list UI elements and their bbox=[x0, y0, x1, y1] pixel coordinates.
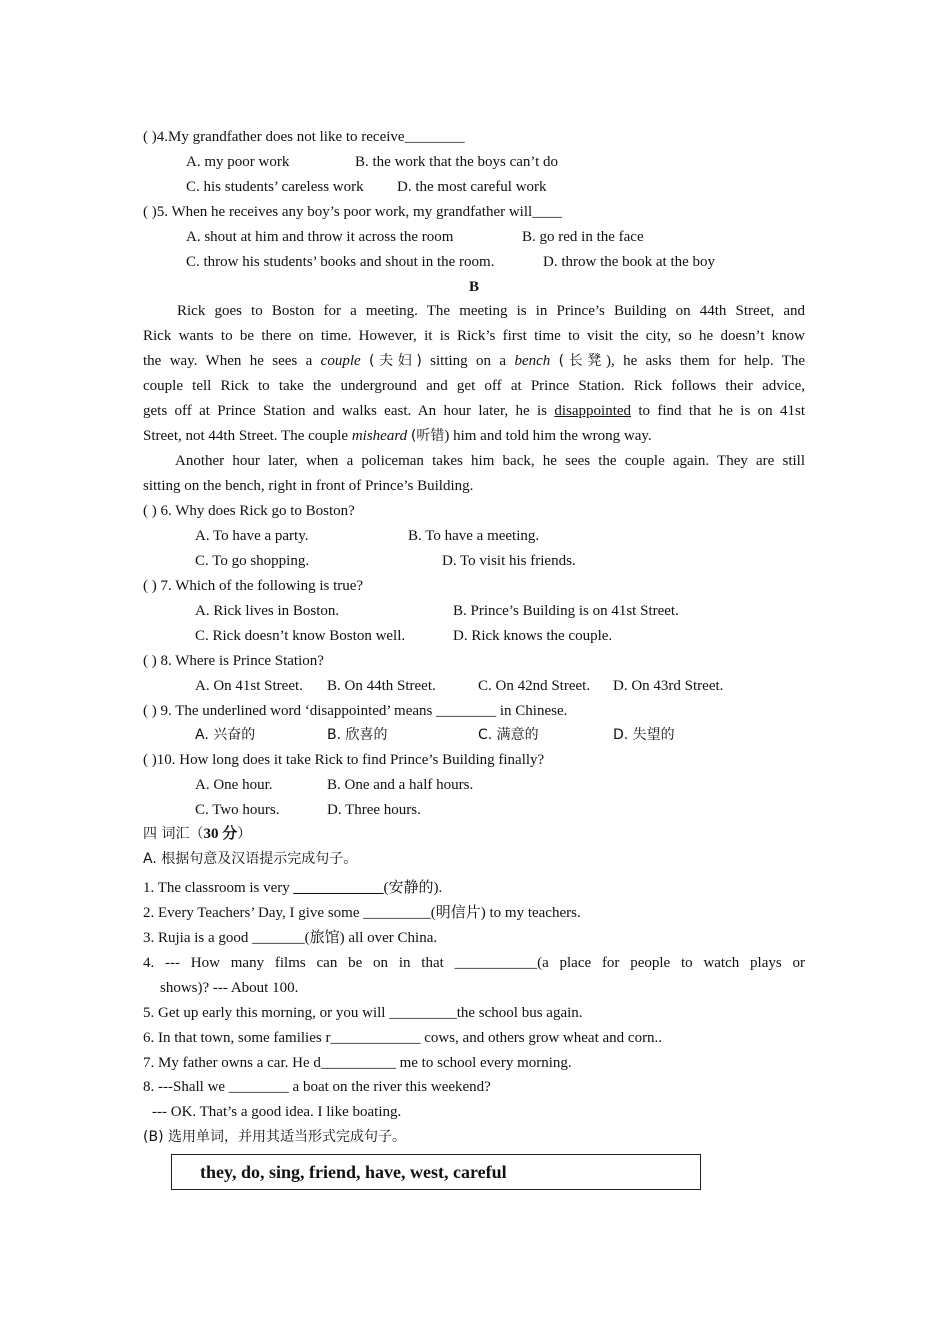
question-5-option-c: C. throw his students’ books and shout in the room. bbox=[186, 254, 495, 270]
question-7-option-a: A. Rick lives in Boston. bbox=[195, 603, 340, 619]
question-6-stem: ( ) 6. Why does Rick go to Boston? bbox=[143, 503, 355, 519]
question-6-option-c: C. To go shopping. bbox=[195, 553, 310, 569]
vocab-section-title bbox=[143, 824, 251, 844]
vocab-title-text: 四 词汇（ bbox=[143, 826, 204, 842]
question-4-option-d: D. the most careful work bbox=[397, 179, 547, 195]
vocab-title-score: 30 分 bbox=[203, 826, 238, 842]
word-misheard: misheard bbox=[351, 428, 408, 444]
question-5-stem: ( )5. When he receives any boy’s poor work, my grandfather will____ bbox=[143, 204, 563, 220]
passage-line-5-end: to find that he is on 41st bbox=[638, 403, 806, 419]
question-4-option-a: A. my poor work bbox=[186, 154, 290, 170]
vocab-sentence-8-line-2: --- OK. That’s a good idea. I like boating. bbox=[152, 1104, 402, 1120]
passage-line-8: sitting on the bench, right in front of Prince’s Building. bbox=[143, 478, 474, 494]
passage-line-5 bbox=[143, 401, 805, 421]
question-5-option-b: B. go red in the face bbox=[522, 229, 644, 245]
question-10-option-b: B. One and a half hours. bbox=[327, 777, 474, 793]
question-7-option-b: B. Prince’s Building is on 41st Street. bbox=[453, 603, 679, 619]
question-7-option-d: D. Rick knows the couple. bbox=[453, 628, 613, 644]
question-10-option-c: C. Two hours. bbox=[195, 802, 280, 818]
question-8-option-d: D. On 43rd Street. bbox=[613, 678, 724, 694]
question-8-option-c: C. On 42nd Street. bbox=[478, 678, 591, 694]
vocab-sentence-5: 5. Get up early this morning, or you will _________the school bus again. bbox=[143, 1005, 583, 1021]
passage-line-1: Rick goes to Boston for a meeting. The meeting is in Prince’s Building on 44th Street, and bbox=[177, 303, 805, 319]
question-6-option-a: A. To have a party. bbox=[195, 528, 309, 544]
passage-line-4: couple tell Rick to take the underground and get off at Prince Station. Rick follows their advice, bbox=[143, 378, 805, 394]
part-b-instruction: (B) 选用单词，并用其适当形式完成句子。 bbox=[143, 1129, 406, 1145]
vocab-sentence-4-line-2: shows)? --- About 100. bbox=[160, 980, 299, 996]
passage-line-3-end: ), he asks them for help. The bbox=[605, 353, 806, 369]
question-9-option-a: A. 兴奋的 bbox=[195, 727, 256, 743]
word-bank-box: they, do, sing, friend, have, west, careful bbox=[171, 1154, 701, 1190]
question-4-stem: ( )4.My grandfather does not like to receive________ bbox=[143, 129, 465, 145]
question-9-option-d: D. 失望的 bbox=[613, 727, 675, 743]
passage-line-3 bbox=[143, 351, 805, 371]
question-6-option-b: B. To have a meeting. bbox=[408, 528, 540, 544]
part-a-instruction: A. 根据句意及汉语提示完成句子。 bbox=[143, 851, 358, 867]
vocab-sentence-3: 3. Rujia is a good _______(旅馆) all over China. bbox=[143, 930, 438, 946]
passage-line-6-end: ) him and told him the wrong way. bbox=[444, 428, 652, 444]
question-10-option-a: A. One hour. bbox=[195, 777, 273, 793]
passage-line-7: Another hour later, when a policeman takes him back, he sees the couple again. They are still bbox=[175, 453, 805, 469]
passage-line-6-start: Street, not 44th Street. The couple bbox=[143, 428, 349, 444]
question-5-option-d: D. throw the book at the boy bbox=[543, 254, 716, 270]
question-9-stem: ( ) 9. The underlined word ‘disappointed’ means ________ in Chinese. bbox=[143, 703, 568, 719]
passage-line-5-start: gets off at Prince Station and walks east. An hour later, he is bbox=[143, 403, 547, 419]
question-7-option-c: C. Rick doesn’t know Boston well. bbox=[195, 628, 406, 644]
word-bench: bench bbox=[514, 353, 551, 369]
vocab-sentence-4-line-1: 4. --- How many films can be on in that ___________(a place for people to watch plays or bbox=[143, 955, 805, 971]
question-4-option-c: C. his students’ careless work bbox=[186, 179, 364, 195]
question-10-stem: ( )10. How long does it take Rick to find Prince’s Building finally? bbox=[143, 752, 545, 768]
vocab-sentence-1 bbox=[143, 878, 442, 898]
passage-line-2: Rick wants to be there on time. However, it is Rick’s first time to visit the city, so he doesn’t know bbox=[143, 328, 805, 344]
word-disappointed: disappointed bbox=[554, 403, 632, 419]
vocab-sentence-1-end: (安静的). bbox=[383, 880, 443, 896]
vocab-sentence-1-start: 1. The classroom is very bbox=[143, 880, 294, 896]
question-6-option-d: D. To visit his friends. bbox=[442, 553, 576, 569]
question-8-option-b: B. On 44th Street. bbox=[327, 678, 436, 694]
vocab-sentence-2: 2. Every Teachers’ Day, I give some _________(明信片) to my teachers. bbox=[143, 905, 581, 921]
gloss-couple: (夫妇) bbox=[369, 353, 422, 369]
question-5-option-a: A. shout at him and throw it across the room bbox=[186, 229, 454, 245]
question-8-stem: ( ) 8. Where is Prince Station? bbox=[143, 653, 324, 669]
question-8-option-a: A. On 41st Street. bbox=[195, 678, 303, 694]
vocab-sentence-7: 7. My father owns a car. He d__________ me to school every morning. bbox=[143, 1055, 572, 1071]
question-7-stem: ( ) 7. Which of the following is true? bbox=[143, 578, 364, 594]
vocab-sentence-8-line-1: 8. ---Shall we ________ a boat on the river this weekend? bbox=[143, 1079, 491, 1095]
question-9-option-b: B. 欣喜的 bbox=[327, 727, 388, 743]
vocab-sentence-6: 6. In that town, some families r____________ cows, and others grow wheat and corn.. bbox=[143, 1030, 663, 1046]
passage-line-3-start: the way. When he sees a bbox=[143, 353, 313, 369]
passage-line-3-mid: sitting on a bbox=[430, 353, 507, 369]
vocab-sentence-1-blank: ____________ bbox=[293, 880, 384, 896]
question-10-option-d: D. Three hours. bbox=[327, 802, 421, 818]
vocab-title-close: ） bbox=[237, 826, 252, 842]
passage-b-heading: B bbox=[468, 279, 479, 295]
gloss-misheard: (听错 bbox=[410, 428, 445, 444]
gloss-bench: (长凳 bbox=[558, 353, 606, 369]
word-couple: couple bbox=[320, 353, 361, 369]
passage-line-6 bbox=[143, 426, 652, 446]
question-9-option-c: C. 满意的 bbox=[478, 727, 539, 743]
question-4-option-b: B. the work that the boys can’t do bbox=[355, 154, 559, 170]
